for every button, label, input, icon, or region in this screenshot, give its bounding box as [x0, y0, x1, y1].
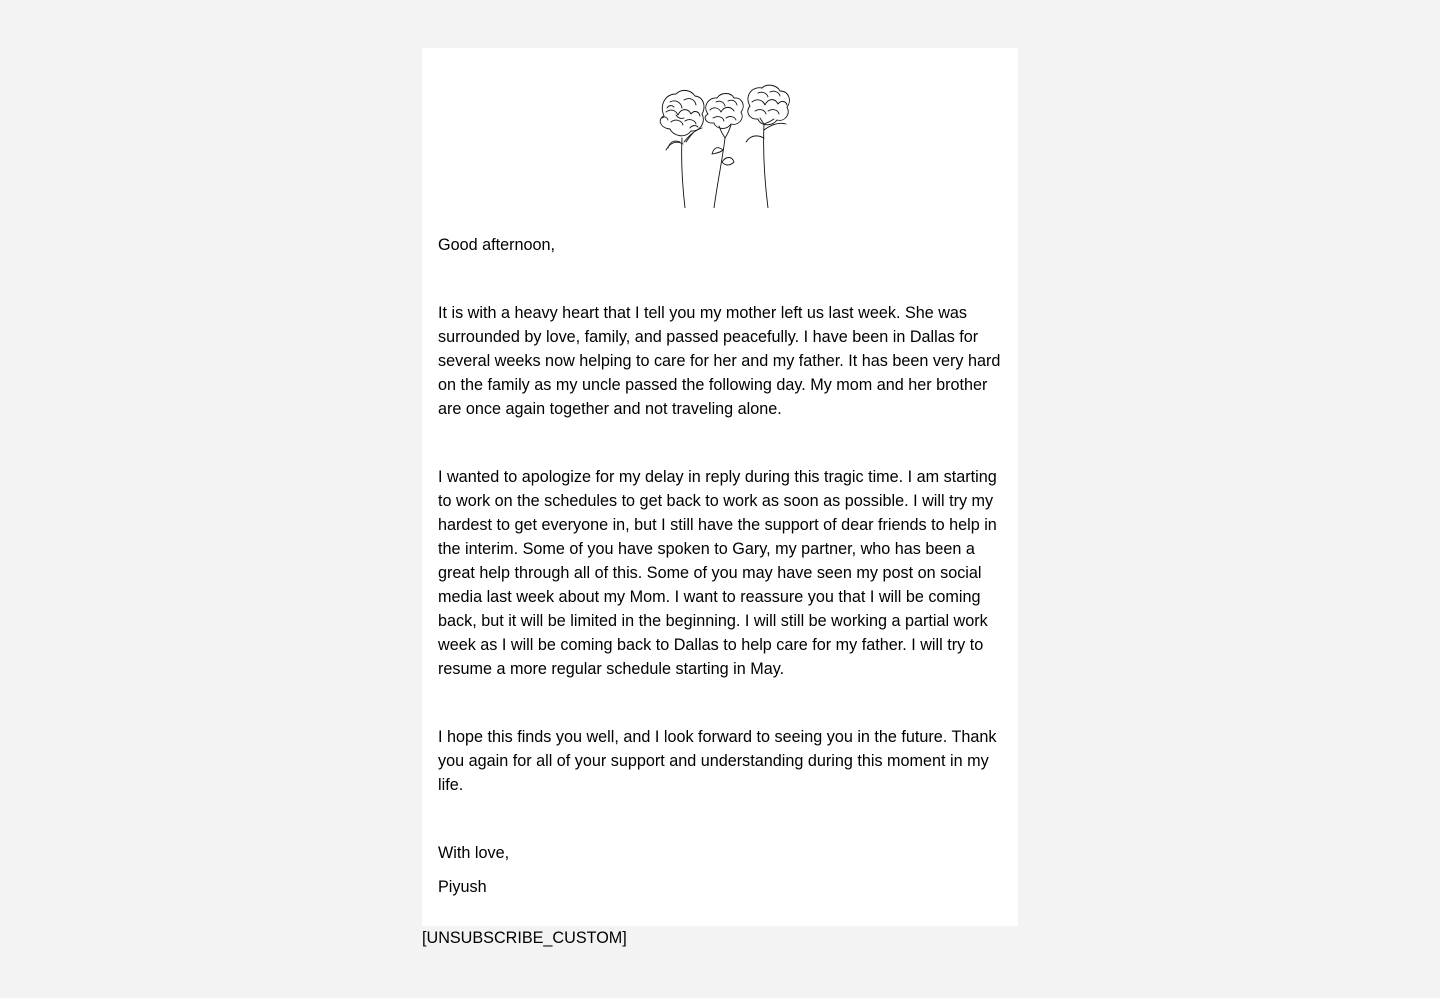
message-paragraph-1: It is with a heavy heart that I tell you my mother left us last week. She was surrounded by love, family, and passed peacefully. I have been in Dallas for several weeks now helping to care for her and my father. It has been very hard on the family as my uncle passed the following day. My mom and her brother are once again together and not traveling alone.: [438, 304, 1001, 418]
carnation-flowers-illustration: [646, 84, 794, 208]
middle-carnation-icon: [705, 94, 743, 209]
right-carnation-icon: [746, 85, 789, 208]
message-paragraph-3: I hope this finds you well, and I look forward to seeing you in the future. Thank you again for all of your support and understanding during this moment in my life.: [438, 728, 997, 794]
message-paragraph-2: I wanted to apologize for my delay in reply during this tragic time. I am starting to work on the schedules to get back to work as soon as possible. I will try my hardest to get everyone in, but I still have the support of dear friends to help in the interim. Some of you have spoken to Gary, my partner, who has been a great help through all of this. Some of you may have seen my post on social media last week about my Mom. I want to reassure you that I will be coming back, but it will be limited in the beginning. I will still be working a partial work week as I will be coming back to Dallas to help care for my father. I will try to resume a more regular schedule starting in May.: [438, 468, 997, 678]
left-carnation-icon: [660, 90, 704, 208]
closing-text: With love,: [438, 844, 510, 862]
signature-text: Piyush: [438, 878, 487, 896]
unsubscribe-link[interactable]: [UNSUBSCRIBE_CUSTOM]: [422, 929, 627, 947]
greeting-text: Good afternoon,: [438, 236, 555, 254]
email-body: [422, 48, 1018, 926]
